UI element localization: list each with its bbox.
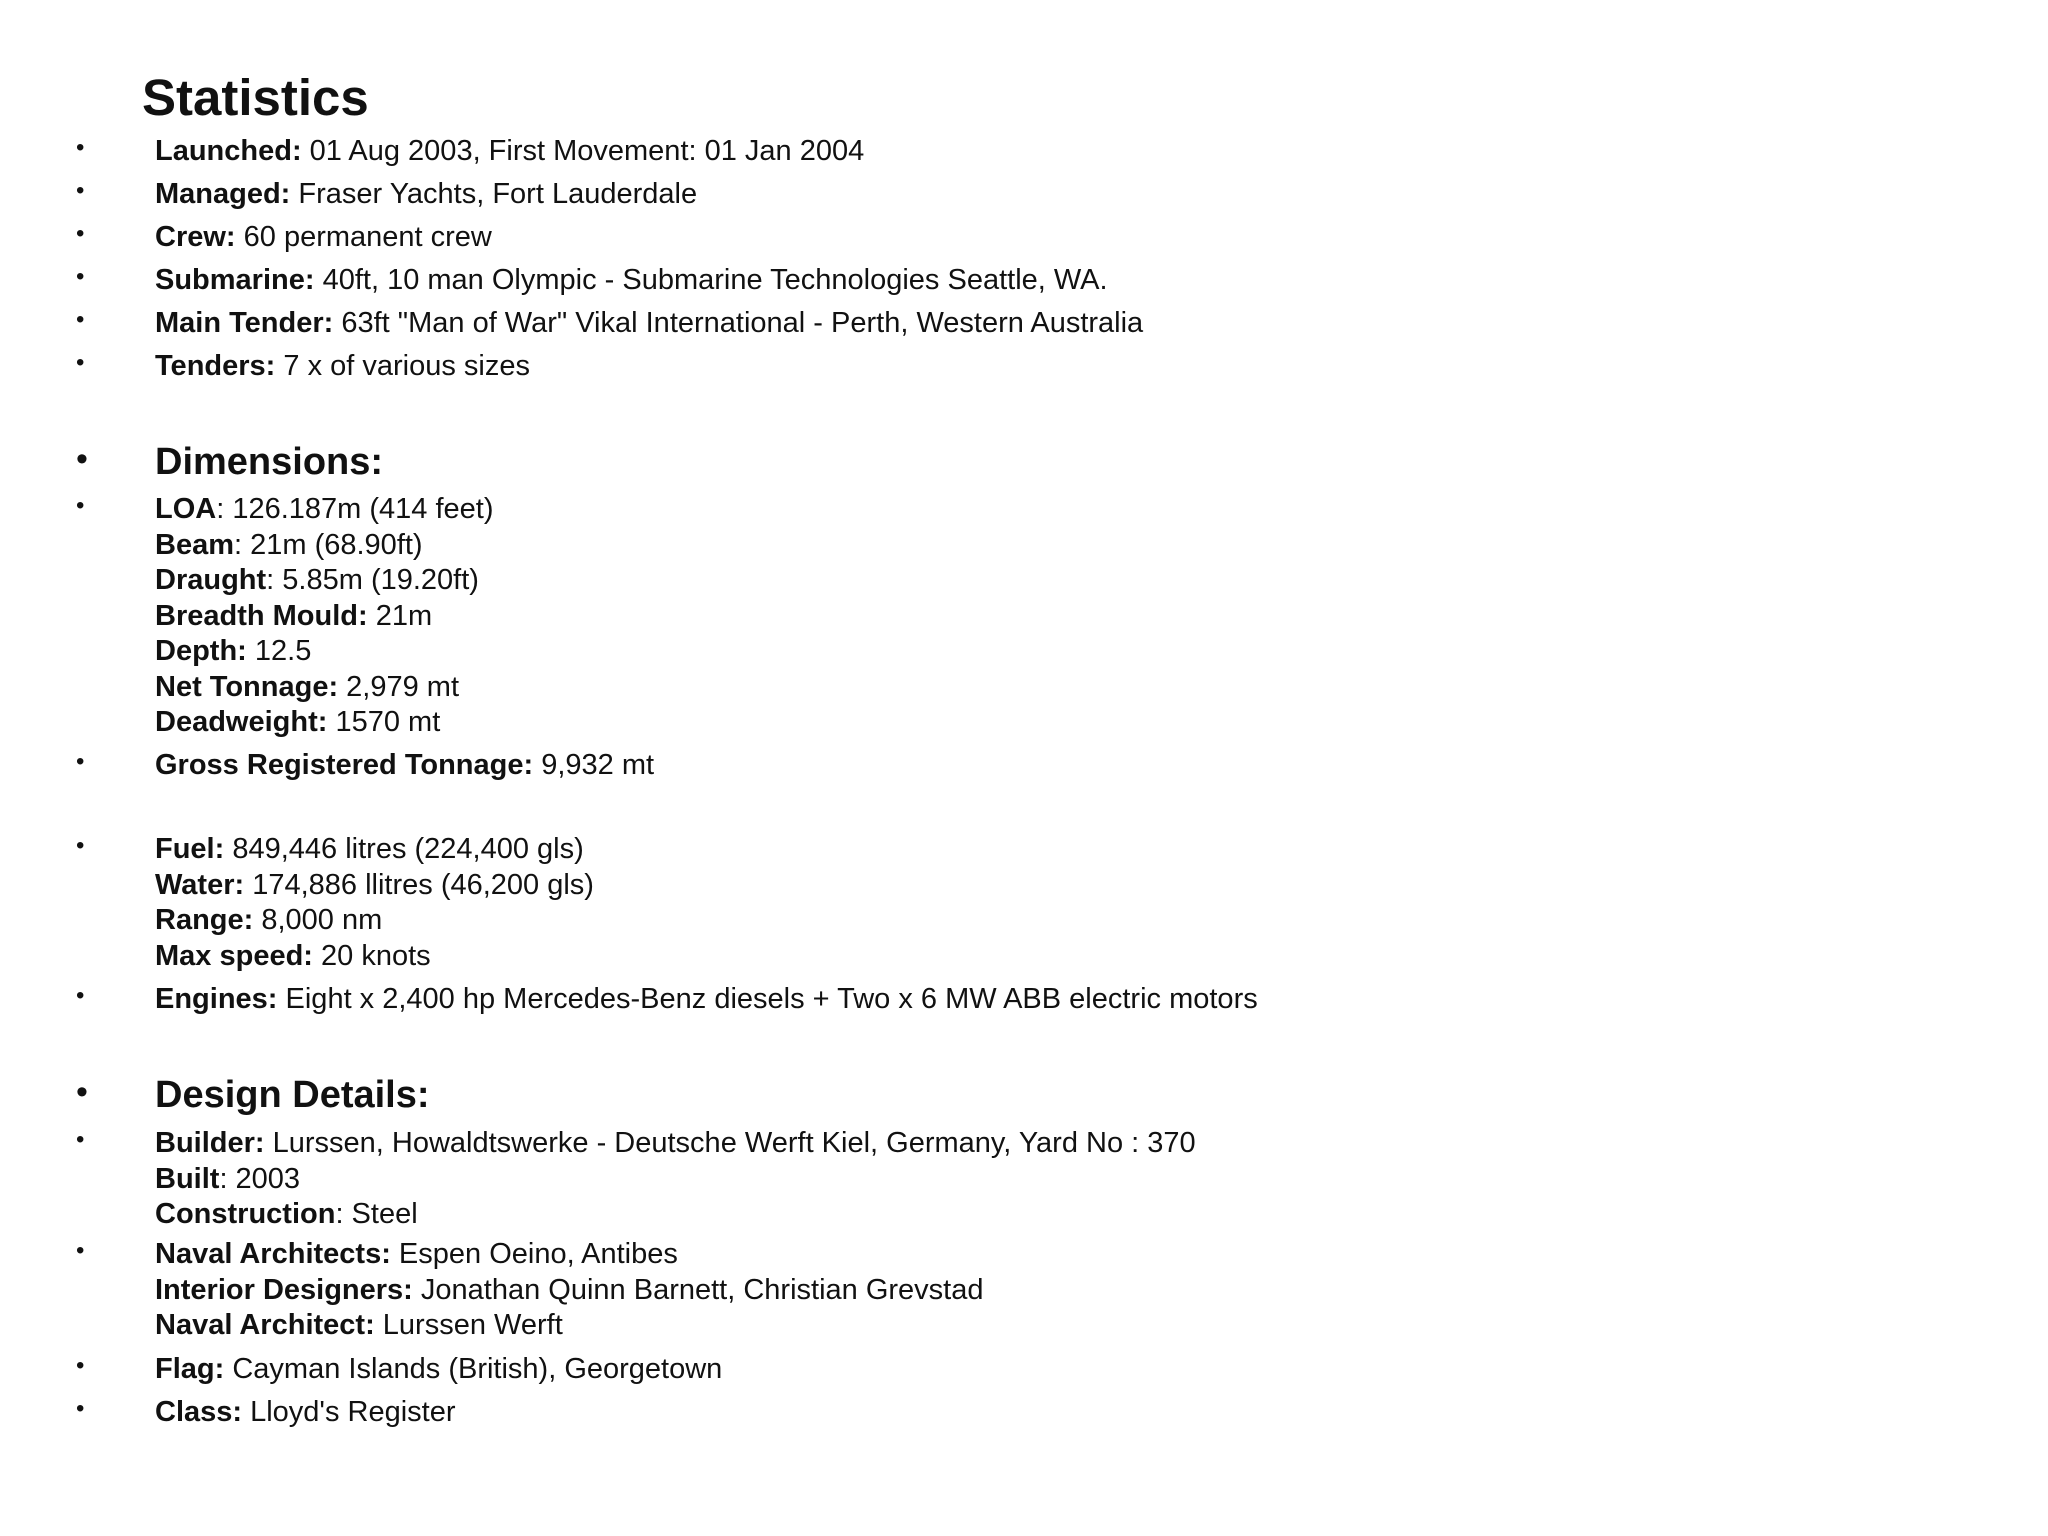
- field-label: Water:: [155, 868, 245, 901]
- field-label: Built: [155, 1162, 220, 1195]
- field-value: 849,446 litres (224,400 gls): [224, 833, 584, 865]
- bullet-icon: •: [76, 440, 88, 478]
- field-label: Construction: [155, 1198, 336, 1230]
- field-value: Lloyd's Register: [242, 1396, 456, 1428]
- field-value: : 21m (68.90ft): [234, 528, 423, 561]
- field-value: Lurssen Werft: [374, 1309, 563, 1341]
- bullet-icon: •: [76, 492, 85, 519]
- field-label: Engines:: [155, 983, 278, 1015]
- field-value: : 5.85m (19.20ft): [266, 564, 479, 596]
- field-label: Gross Registered Tonnage:: [155, 749, 534, 781]
- field-label: Tenders:: [155, 350, 276, 382]
- field-label: Max speed:: [155, 939, 313, 972]
- field-value: Espen Oeino, Antibes: [390, 1238, 678, 1270]
- section-heading: Design Details:: [155, 1074, 430, 1116]
- field-label: Fuel:: [155, 833, 225, 865]
- field-label: Deadweight:: [155, 706, 328, 738]
- field-value: Fraser Yachts, Fort Lauderdale: [290, 178, 698, 210]
- field-value: Jonathan Quinn Barnett, Christian Grevstad: [412, 1273, 984, 1306]
- field-value: : 2003: [219, 1162, 301, 1195]
- field-value: : Steel: [335, 1198, 418, 1230]
- field-value: 20 knots: [312, 939, 431, 972]
- field-value: : 126.187m (414 feet): [216, 493, 494, 525]
- field-value: 9,932 mt: [533, 749, 655, 781]
- bullet-icon: •: [76, 220, 85, 247]
- bullet-icon: •: [76, 832, 85, 859]
- field-value: 8,000 nm: [253, 904, 383, 936]
- bullet-icon: •: [76, 306, 85, 333]
- section-heading: Dimensions:: [155, 441, 384, 483]
- field-label: Depth:: [155, 635, 247, 667]
- field-value: 12.5: [246, 635, 312, 667]
- field-label: Beam: [155, 528, 234, 561]
- field-value: 21m: [367, 599, 433, 632]
- field-label: Net Tonnage:: [155, 670, 339, 703]
- field-label: LOA: [155, 493, 217, 525]
- bullet-icon: •: [76, 1395, 85, 1422]
- field-value: 7 x of various sizes: [275, 350, 530, 382]
- field-label: Managed:: [155, 178, 291, 210]
- field-value: 63ft "Man of War" Vikal International - Perth, Western Australia: [333, 307, 1144, 339]
- bullet-icon: •: [76, 982, 85, 1009]
- field-value: 60 permanent crew: [235, 221, 492, 253]
- field-label: Submarine:: [155, 264, 315, 296]
- bullet-icon: •: [76, 748, 85, 775]
- bullet-icon: •: [76, 349, 85, 376]
- field-label: Range:: [155, 904, 254, 936]
- field-label: Flag:: [155, 1353, 225, 1385]
- field-value: Lurssen, Howaldtswerke - Deutsche Werft Kiel, Germany, Yard No : 370: [264, 1127, 1196, 1159]
- field-value: 174,886 llitres (46,200 gls): [244, 868, 594, 901]
- field-value: Cayman Islands (British), Georgetown: [224, 1353, 723, 1385]
- field-label: Breadth Mould:: [155, 599, 368, 632]
- field-value: 40ft, 10 man Olympic - Submarine Technologies Seattle, WA.: [314, 264, 1108, 296]
- field-label: Draught: [155, 564, 267, 596]
- field-value: Eight x 2,400 hp Mercedes-Benz diesels + Two x 6 MW ABB electric motors: [277, 983, 1258, 1015]
- field-label: Class:: [155, 1396, 243, 1428]
- bullet-icon: •: [76, 1073, 88, 1111]
- bullet-icon: •: [76, 134, 85, 161]
- bullet-icon: •: [76, 1352, 85, 1379]
- bullet-icon: •: [76, 177, 85, 204]
- page-title: Statistics: [142, 69, 369, 126]
- field-label: Builder:: [155, 1127, 265, 1159]
- field-value: 2,979 mt: [338, 670, 460, 703]
- field-label: Launched:: [155, 135, 302, 167]
- field-value: 01 Aug 2003, First Movement: 01 Jan 2004: [301, 135, 865, 167]
- field-label: Interior Designers:: [155, 1273, 413, 1306]
- field-value: 1570 mt: [327, 706, 441, 738]
- field-label: Main Tender:: [155, 307, 334, 339]
- field-label: Naval Architect:: [155, 1309, 375, 1341]
- bullet-icon: •: [76, 1126, 85, 1153]
- field-label: Naval Architects:: [155, 1238, 391, 1270]
- field-label: Crew:: [155, 221, 236, 253]
- bullet-icon: •: [76, 1237, 85, 1264]
- bullet-icon: •: [76, 263, 85, 290]
